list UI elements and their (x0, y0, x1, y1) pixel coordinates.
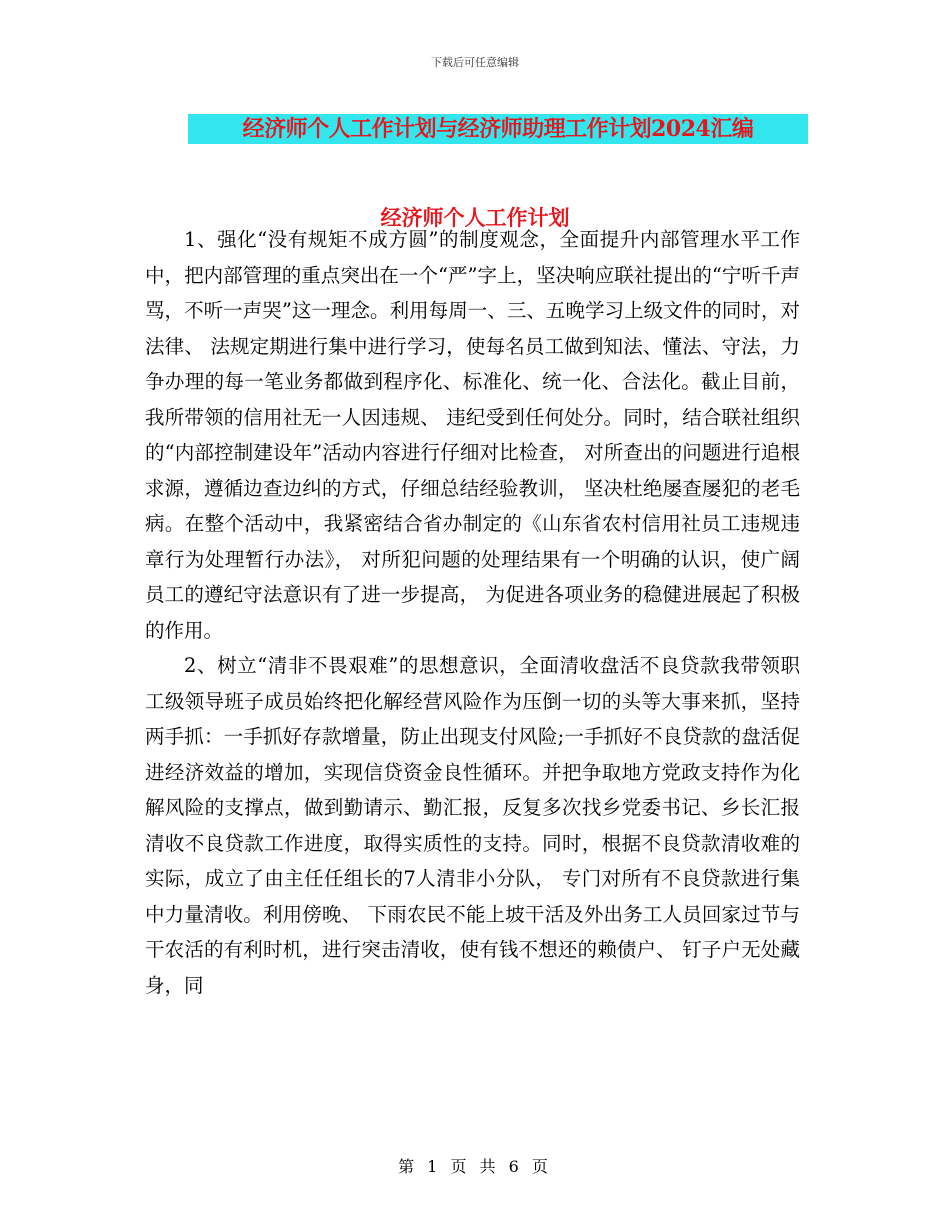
section-title: 经济师个人工作计划 (380, 205, 570, 230)
header-note: 下载后可任意编辑 (431, 56, 519, 69)
paragraph-2: 2、树立“清非不畏艰难”的思想意识，全面清收盘活不良贷款我带领职工级领导班子成员始终把化解经营风险作为压倒一切的头等大事来抓，坚持两手抓：一手抓好存款增量，防止出现支付风险;一手抓好不良贷款的盘活促进经济效益的增加，实现信贷资金良性循环。并把争取地方党政支持作为化解风险的支撑点，做到勤请示、勤汇报，反复多次找乡党委书记、乡长汇报清收不良贷款工作进度，取得实质性的支持。同时，根据不良贷款清收难的实际，成立了由主任任组长的7人清非小分队， 专门对所有不良贷款进行集中力量清收。利用傍晚、 下雨农民不能上坡干活及外出务工人员回家过节与干农活的有利时机，进行突击清收，使有钱不想还的赖债户、 钉子户无处藏身，同 (145, 654, 800, 997)
page-footer: 第 1 页 共 6 页 (398, 1157, 552, 1176)
document-title-highlight (188, 114, 808, 144)
body-text (145, 222, 800, 1003)
document-title: 经济师个人工作计划与经济师助理工作计划2024汇编 (242, 116, 754, 142)
paragraph-1: 1、强化“没有规矩不成方圆”的制度观念，全面提升内部管理水平工作中，把内部管理的重点突出在一个“严”字上，坚决响应联社提出的“宁听千声骂，不听一声哭”这一理念。利用每周一、三、五晚学习上级文件的同时，对法律、 法规定期进行集中进行学习，使每名员工做到知法、懂法、守法，力争办理的每一笔业务都做到程序化、标准化、统一化、合法化。截止目前，我所带领的信用社无一人因违规、 违纪受到任何处分。同时，结合联社组织的“内部控制建设年”活动内容进行仔细对比检查， 对所查出的问题进行追根求源，遵循边查边纠的方式，仔细总结经验教训， 坚决杜绝屡查屡犯的老毛病。在整个活动中，我紧密结合省办制定的《山东省农村信用社员工违规违章行为处理暂行办法》， 对所犯问题的处理结果有一个明确的认识，使广阔员工的遵纪守法意识有了进一步提高， 为促进各项业务的稳健进展起了积极的作用。 (145, 228, 800, 642)
